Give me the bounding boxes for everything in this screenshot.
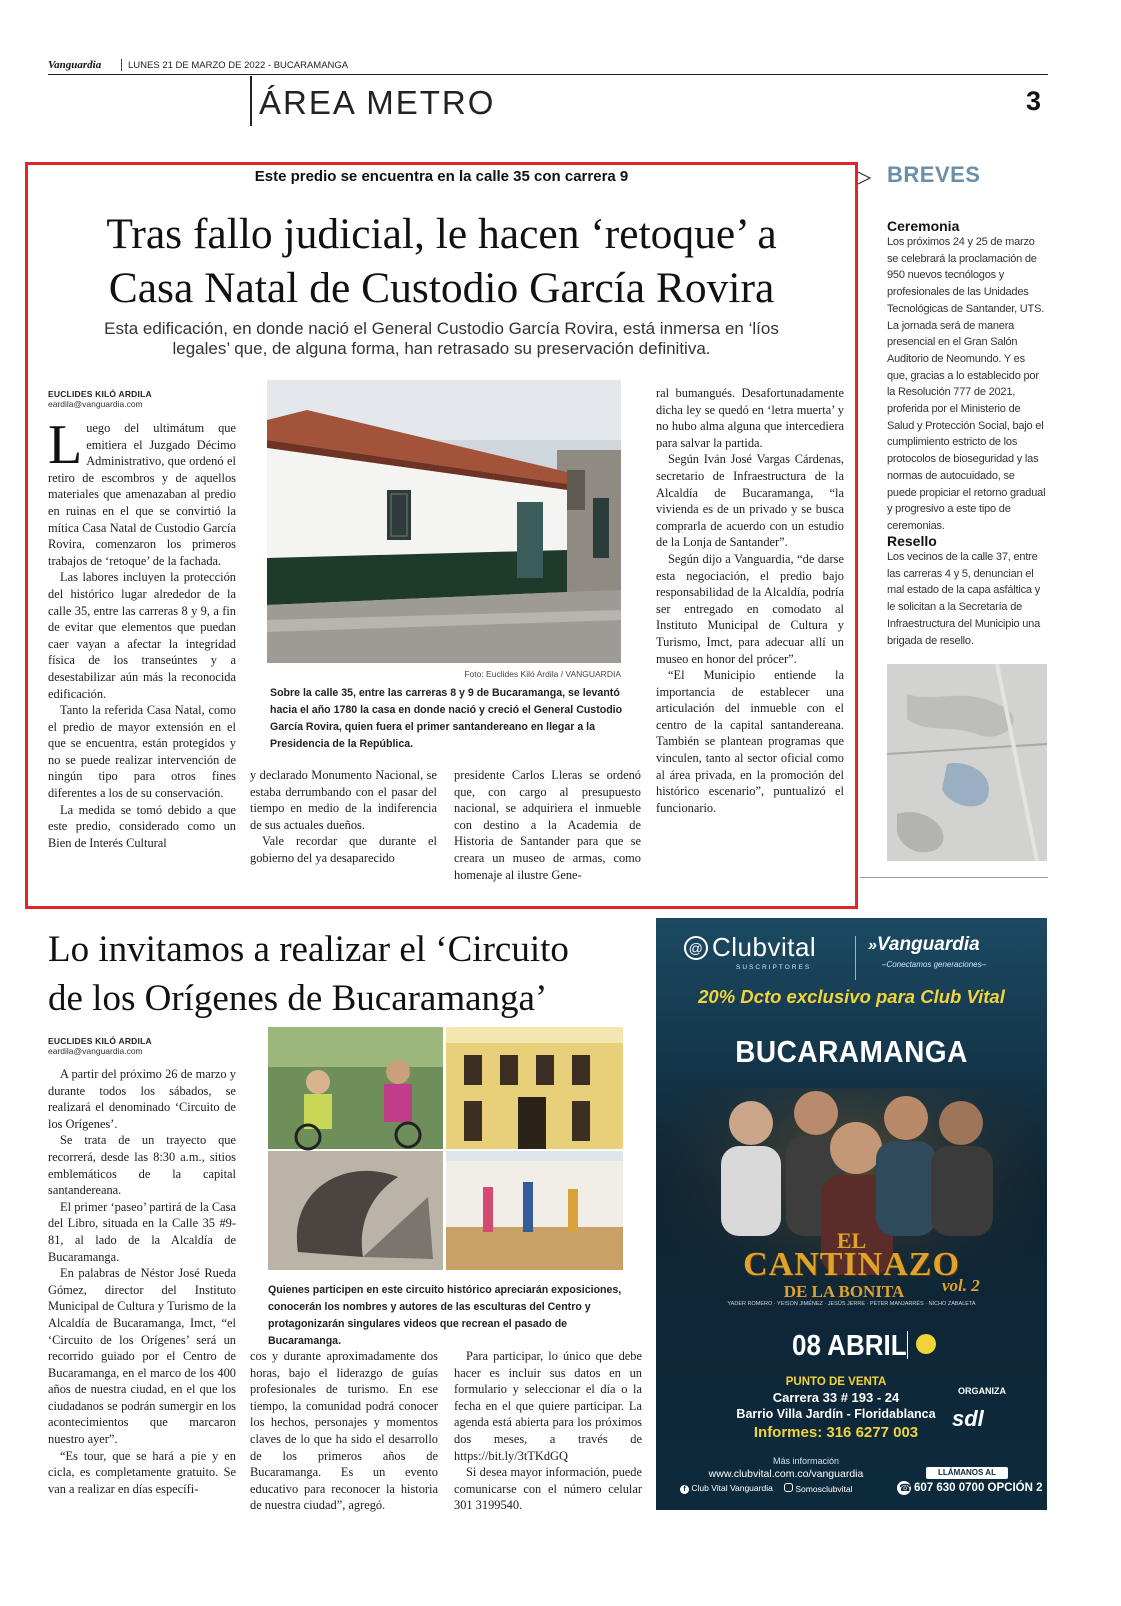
clubvital-icon: @	[684, 936, 708, 960]
paragraph: La medida se tomó debido a que este predio, considerado como un Bien de Interés Cultural	[48, 802, 236, 850]
ad-clubvital-sub: SUSCRIPTORES	[736, 964, 812, 971]
facebook-icon: f	[680, 1485, 689, 1494]
phone-icon: ☎	[899, 1483, 912, 1494]
advertisement-cantinazo[interactable]	[656, 918, 1047, 1510]
date-line: LUNES 21 DE MARZO DE 2022 - BUCARAMANGA	[128, 60, 349, 71]
breves-photo-road[interactable]	[887, 664, 1047, 861]
ad-url[interactable]: www.clubvital.com.co/vanguardia	[708, 1468, 864, 1480]
story-column-3	[454, 767, 641, 883]
ad-sale-title: PUNTO DE VENTA	[785, 1376, 887, 1388]
ad-date: 08 ABRIL	[792, 1328, 907, 1362]
breve-heading: Resello	[887, 533, 937, 549]
ad-show-line-1: EL	[836, 1228, 867, 1253]
ad-show-line-3: DE LA BONITA	[783, 1282, 905, 1301]
story-headline-line-1[interactable]: Tras fallo judicial, le hacen ‘retoque’ a	[106, 210, 777, 258]
ad-social-facebook[interactable]: f Club Vital Vanguardia	[680, 1483, 773, 1494]
paragraph: Tanto la referida Casa Natal, como el predio de mayor extensión en el que se encuentra, están protegidos y no se puede realizar intervención de ningún tipo para otros fines diferentes a los de su conservación.	[48, 703, 236, 801]
breve-heading: Ceremonia	[887, 218, 960, 234]
breves-arrow-icon	[856, 170, 874, 186]
paragraph: “Es tour, que se hará a pie y en cicla, es completamente gratuito. Se van a realizar en días específi-	[48, 1448, 236, 1496]
byline-email[interactable]: eardila@vanguardia.com	[48, 399, 143, 409]
breve-item-ceremonia	[887, 218, 1047, 535]
paragraph: ral bumangués. Desafortunadamente dicha ley se quedó en ‘letra muerta’ y no hubo alma alguna que intercediera para salvar la partida.	[656, 386, 844, 450]
ad-artists: YADER ROMERO · YEISON JIMÉNEZ · JESÚS JERRE · PETER MANJARRÉS · NICHO ZABALETA	[727, 1301, 976, 1307]
page-number: 3	[1026, 86, 1042, 116]
paragraph: Luego del ultimátum que emitiera el Juzgado Décimo Administrativo, que ordenó el retiro de escombros y de aquellos materiales que amenazaban al predio en ruinas en el que se convirtió la mítica Casa Natal de Custodio García Rovira, comenzaron los primeros trabajos de ‘retoque’ de la fachada.	[48, 414, 236, 568]
brand-logo: Vanguardia	[48, 59, 102, 71]
paragraph: “El Municipio entiende la importancia de establecer una articulación del inmueble con el centro de la capital santandereana. También se plantean programas que vinculen, tanto al sector oficial como al área privada, en la promoción del histórico escenario”, puntualizó el funcionario.	[656, 668, 844, 815]
story2-headline-line-2[interactable]: de los Orígenes de Bucaramanga’	[48, 978, 548, 1019]
story2-column-1	[48, 1066, 236, 1497]
paragraph: Si desea mayor información, puede comunicarse con el número celular 301 3199540.	[454, 1465, 642, 1513]
vanguardia-chevron-icon: »	[868, 937, 877, 954]
story2-column-3	[454, 1348, 642, 1514]
ad-city: BUCARAMANGA	[735, 1034, 968, 1069]
story2-column-2	[250, 1348, 438, 1514]
ad-organiza-label: ORGANIZA	[958, 1386, 1006, 1396]
ad-show-line-2: CANTINAZO	[743, 1246, 960, 1283]
story-column-4	[656, 385, 844, 816]
paragraph: A partir del próximo 26 de marzo y durante todos los sábados, se realizará el denominado ‘Circuito de los Orígenes’.	[48, 1067, 236, 1131]
header-rule	[48, 74, 1048, 75]
section-title: ÁREA METRO	[259, 84, 496, 121]
paragraph: Para participar, lo único que debe hacer es incluir sus datos en un formulario y seleccionar el día o la fecha en el que quiere participar. La agenda está abierta para los próximos dos meses, a través de https://bit.ly/3tTKdGQ	[454, 1349, 642, 1463]
ad-more-info: Más información	[772, 1456, 840, 1466]
paragraph: Según dijo a Vanguardia, “de darse esta negociación, el predio bajo responsabilidad de la Alcaldía, podría ser entregado en comodato al Instituto Municipal de Cultura y Turismo, Imct, para adecuar allí un museo en honor del prócer”.	[656, 551, 844, 666]
story-photo-house[interactable]	[267, 380, 621, 663]
story-column-2	[250, 767, 437, 867]
photo-caption: Quienes participen en este circuito histórico apreciarán exposiciones, conocerán los nombres y autores de las esculturas del Centro y protagonizarán singulares videos que recrean el pasado de Bucaramanga.	[268, 1284, 622, 1347]
paragraph: En palabras de Néstor José Rueda Gómez, director del Instituto Municipal de Cultura y Turismo de la Alcaldía de Bucaramanga, Imct, “el ‘Circuito de los Orígenes’ será un recorrido guiado por el Centro de Bucaramanga, en el marco de los 400 años de nuestra ciudad, en el que los ciudadanos se podrán sumergir en los acontecimientos que marcaron nuestro ayer”.	[48, 1266, 236, 1447]
ad-vanguardia-sub: –Conectamos generaciones–	[882, 960, 987, 969]
story-headline-line-2[interactable]: Casa Natal de Custodio García Rovira	[108, 264, 775, 312]
dropcap: L	[48, 414, 83, 476]
paragraph: presidente Carlos Lleras se ordenó que, con cargo al presupuesto nacional, se adquiriera el inmueble con destino a la Academia de Historia de Santander para que se creara un museo de armas, como homenaje al ilustre Gene-	[454, 768, 641, 882]
ad-clubvital-logo: @ Clubvital	[684, 932, 816, 963]
story-column-1	[48, 414, 236, 851]
byline-author: EUCLIDES KILÓ ARDILA	[48, 389, 152, 399]
photo-caption: Sobre la calle 35, entre las carreras 8 y 9 de Bucaramanga, se levantó hacia el año 1780 la casa en donde nació y creció el General Custodio García Rovira, quien fuera el primer santandereano en llegar a la Presidencia de la República.	[270, 687, 623, 750]
paragraph: y declarado Monumento Nacional, se estaba derrumbando con el pasar del tiempo en medio de la indiferencia de sus actuales dueños.	[250, 768, 437, 832]
ad-show-vol: vol. 2	[942, 1276, 980, 1295]
story-deck-line-1: Esta edificación, en donde nació el General Custodio García Rovira, está inmersa en ‘líos	[104, 319, 779, 338]
byline-author: EUCLIDES KILÓ ARDILA	[48, 1036, 152, 1046]
paragraph: Se trata de un trayecto que recorrerá, desde las 8:30 a.m., sitios emblemáticos de la capital santandereana.	[48, 1133, 236, 1198]
paragraph: El primer ‘paseo’ partirá de la Casa del Libro, situada en la Calle 35 #9-81, al lado de la Alcaldía de Bucaramanga.	[48, 1199, 236, 1264]
ad-sale-address: Carrera 33 # 193 - 24	[772, 1390, 900, 1405]
story2-byline	[48, 1036, 236, 1056]
ad-organizer-logo: sdl	[952, 1406, 984, 1431]
ad-offer: 20% Dcto exclusivo para Club Vital	[698, 986, 1005, 1007]
house-photo-illustration	[267, 380, 621, 663]
ad-call-label: LLÁMANOS AL	[938, 1468, 996, 1477]
photo-credit: Foto: Euclides Kiló Ardila / VANGUARDIA	[464, 669, 621, 679]
breve-text: Los vecinos de la calle 37, entre las carreras 4 y 5, denuncian el mal estado de la capa asfáltica y le solicitan a la Secretaría de Infraestructura del Municipio una brigada de resello.	[887, 551, 1040, 647]
paragraph: Vale recordar que durante el gobierno del ya desaparecido	[250, 834, 437, 865]
ad-sale-barrio: Barrio Villa Jardín - Floridablanca	[736, 1407, 936, 1421]
ad-informes: Informes: 316 6277 003	[753, 1424, 919, 1441]
breves-rule	[860, 877, 1048, 878]
story2-headline-line-1[interactable]: Lo invitamos a realizar el ‘Circuito	[48, 929, 569, 970]
story2-photo-collage[interactable]	[268, 1027, 623, 1270]
breve-item-resello	[887, 533, 1047, 649]
road-photo-illustration	[887, 664, 1047, 861]
breve-text: Los próximos 24 y 25 de marzo se celebrará la proclamación de 950 nuevos tecnólogos y profesionales de las Unidades Tecnológicas de Santander, UTS. La jornada será de manera presencial en el Gran Salón Auditorio de Neomundo. Y es que, gracias a lo establecido por la Resolución 777 de 2021, proferida por el Ministerio de Salud y Protección Social, bajo el cumplimiento estricto de los protocolos de bioseguridad y las normas de autocuidado, se puede propiciar el retorno gradual y progresivo a este tipo de ceremonias.	[887, 236, 1046, 532]
section-bar	[250, 76, 252, 126]
paragraph: cos y durante aproximadamente dos horas, bajo el liderazgo de guías profesionales de turismo. En ese tiempo, la comunidad podrá conocer los hechos, personajes y momentos claves de lo que ha sido el desarrollo de los primeros años de Bucaramanga. Es un evento educativo para reconocer la historia de nuestra ciudad”, agregó.	[250, 1349, 438, 1513]
story-kicker: Este predio se encuentra en la calle 35 con carrera 9	[254, 168, 629, 185]
paragraph: Las labores incluyen la protección del histórico lugar alrededor de la calle 35, entre las carreras 8 y 9, a fin de evitar que elementos que puedan caer vayan a afectar la integridad física de los transeúntes y a desestabilizar aún más la reconocida edificación.	[48, 570, 236, 701]
breves-title: BREVES	[887, 162, 981, 187]
header-separator	[121, 59, 122, 71]
story-deck-line-2: legales’ que, de alguna forma, han retrasado su preservación definitiva.	[172, 339, 711, 358]
ad-phone[interactable]: 607 630 0700 OPCIÓN 2	[914, 1482, 1043, 1494]
instagram-icon	[784, 1483, 793, 1492]
ad-vanguardia-logo: »Vanguardia	[868, 934, 980, 955]
story-byline	[48, 389, 236, 409]
byline-email[interactable]: eardila@vanguardia.com	[48, 1046, 143, 1056]
collage-photo-illustration	[268, 1027, 623, 1270]
paragraph: Según Iván José Vargas Cárdenas, secretario de Infraestructura de la Alcaldía de Bucaramanga, “la vivienda es de un privado y se busca comprarla de acuerdo con un estudio de la Lonja de Santander”.	[656, 452, 844, 550]
ad-social-instagram[interactable]: Somosclubvital	[784, 1483, 853, 1494]
